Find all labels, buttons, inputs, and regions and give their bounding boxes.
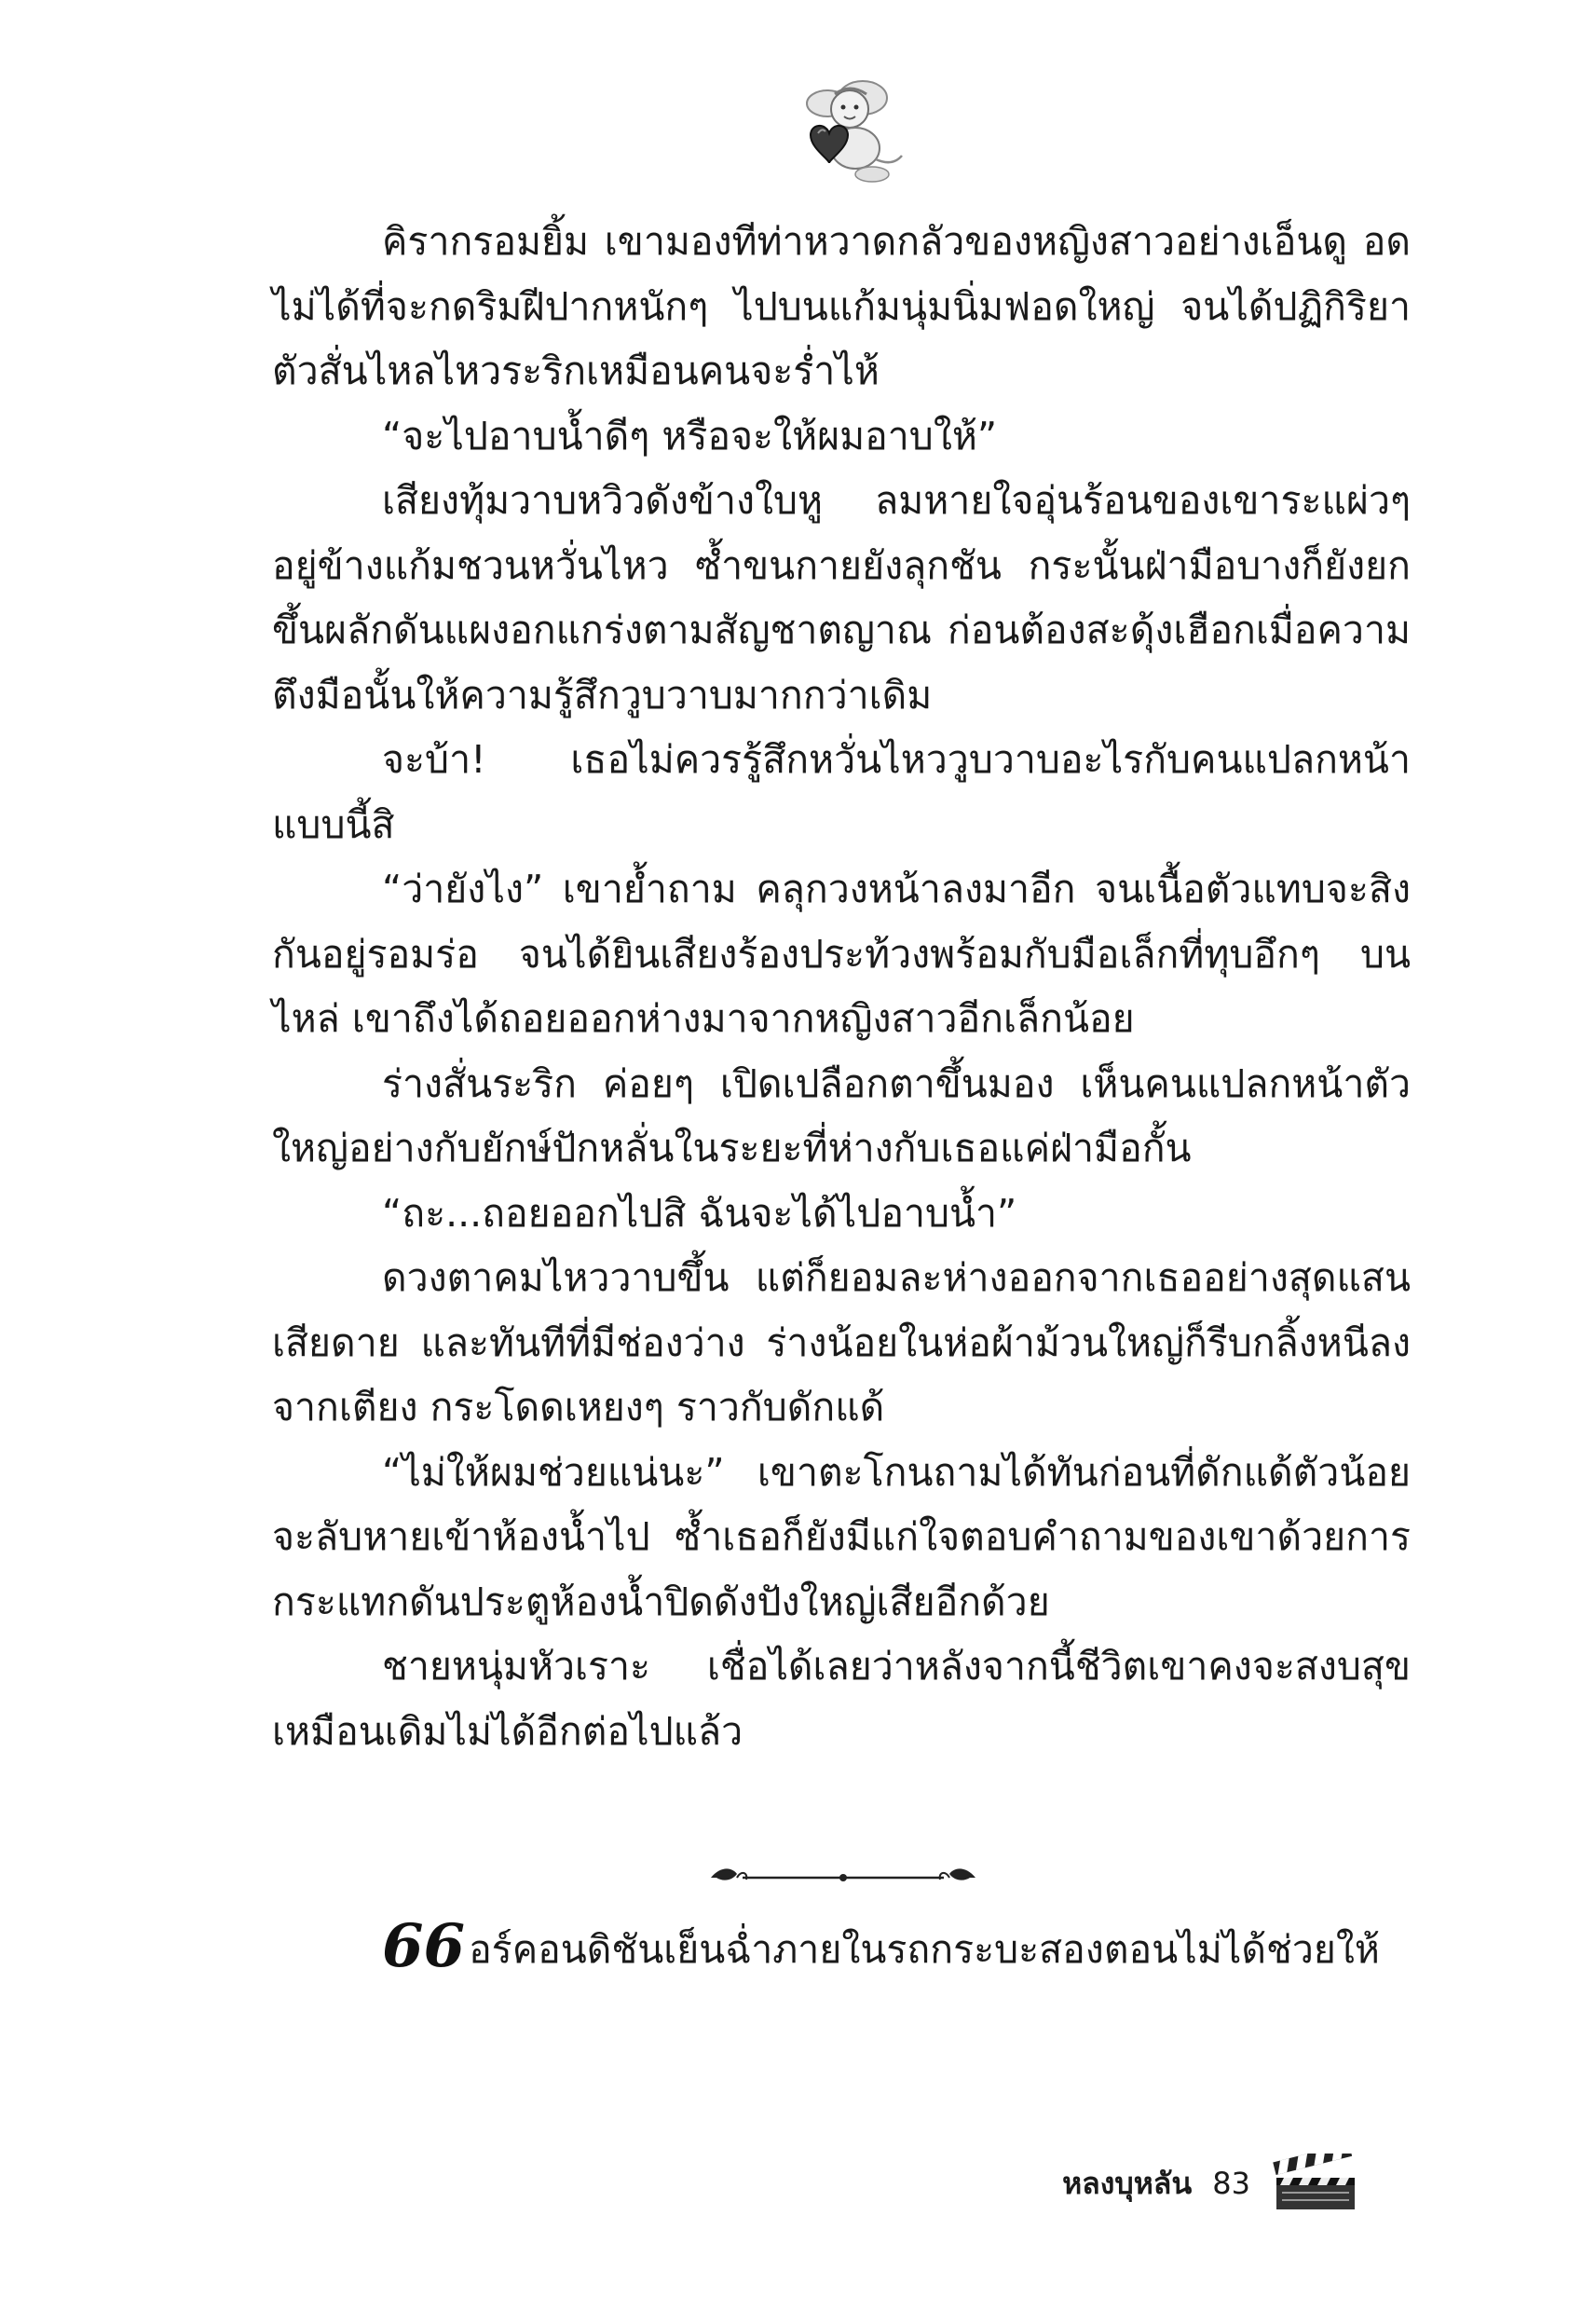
ornamental-divider-icon <box>703 1859 983 1896</box>
last-paragraph-text: อร์คอนดิชันเย็นฉ่ำภายในรถกระบะสองตอนไม่ได้ช่วยให้ <box>469 1927 1380 1972</box>
paragraph: “จะไปอาบน้ำดีๆ หรือจะให้ผมอาบให้” <box>382 413 998 458</box>
last-paragraph <box>272 1911 1411 1983</box>
paragraph: ดวงตาคมไหววาบขึ้น แต่ก็ยอมละห่างออกจากเธออย่างสุดแสนเสียดาย และทันทีที่มีช่องว่าง ร่างน้อยในห่อผ้าม้วนใหญ่ก็รีบกลิ้งหนีลงจากเตียง กระโดดเหยงๆ ราวกับดักแด้ <box>272 1255 1411 1429</box>
body-text <box>272 210 1411 1764</box>
page-footer <box>1062 2151 1360 2216</box>
paragraph: คิรากรอมยิ้ม เขามองทีท่าหวาดกลัวของหญิงสาวอย่างเอ็นดู อดไม่ได้ที่จะกดริมฝีปากหนักๆ ไปบนแก้มนุ่มนิ่มฟอดใหญ่ จนได้ปฏิกิริยาตัวสั่นไหลไหวระริกเหมือนคนจะร่ำไห้ <box>272 219 1411 393</box>
paragraph: “ว่ายังไง” เขาย้ำถาม คลุกวงหน้าลงมาอีก จนเนื้อตัวแทบจะสิงกันอยู่รอมร่อ จนได้ยินเสียงร้องประท้วงพร้อมกับมือเล็กที่ทุบอึกๆ บนไหล่ เขาถึงได้ถอยออกห่างมาจากหญิงสาวอีกเล็กน้อย <box>272 867 1411 1041</box>
paragraph: “ไม่ให้ผมช่วยแน่นะ” เขาตะโกนถามได้ทันก่อนที่ดักแด้ตัวน้อยจะลับหายเข้าห้องน้ำไป ซ้ำเธอก็ยังมีแก่ใจตอบคำถามของเขาด้วยการกระแทกดันประตูห้องน้ำปิดดังปังใหญ่เสียอีกด้วย <box>272 1449 1411 1624</box>
paragraph: ชายหนุ่มหัวเราะ เชื่อได้เลยว่าหลังจากนี้ชีวิตเขาคงจะสงบสุขเหมือนเดิมไม่ได้อีกต่อไปแล้ว <box>272 1644 1411 1754</box>
film-clapper-icon <box>1271 2154 1360 2213</box>
paragraph: “ถะ...ถอยออกไปสิ ฉันจะได้ไปอาบน้ำ” <box>382 1190 1017 1236</box>
book-title: หลงบุหลัน <box>1062 2165 1193 2201</box>
paragraph: เสียงทุ้มวาบหวิวดังข้างใบหู ลมหายใจอุ่นร้อนของเขาระแผ่วๆ อยู่ข้างแก้มชวนหวั่นไหว ซ้ำขนกายยังลุกชัน กระนั้นฝ่ามือบางก็ยังยกขึ้นผลักดันแผงอกแกร่งตามสัญชาตญาณ ก่อนต้องสะดุ้งเฮือกเมื่อความตึงมือนั้นให้ความรู้สึกวูบวาบมากกว่าเดิม <box>272 478 1411 718</box>
page-number: 83 <box>1212 2166 1250 2201</box>
opening-quote-mark: 66 <box>382 1911 466 1981</box>
paragraph: จะบ้า! เธอไม่ควรรู้สึกหวั่นไหววูบวาบอะไรกับคนแปลกหน้าแบบนี้สิ <box>272 737 1411 847</box>
paragraph: ร่างสั่นระริก ค่อยๆ เปิดเปลือกตาขึ้นมอง เห็นคนแปลกหน้าตัวใหญ่อย่างกับยักษ์ปักหลั่นในระยะที่ห่างกับเธอแค่ฝ่ามือกั้น <box>272 1060 1411 1170</box>
cupid-heart-icon <box>783 70 908 186</box>
